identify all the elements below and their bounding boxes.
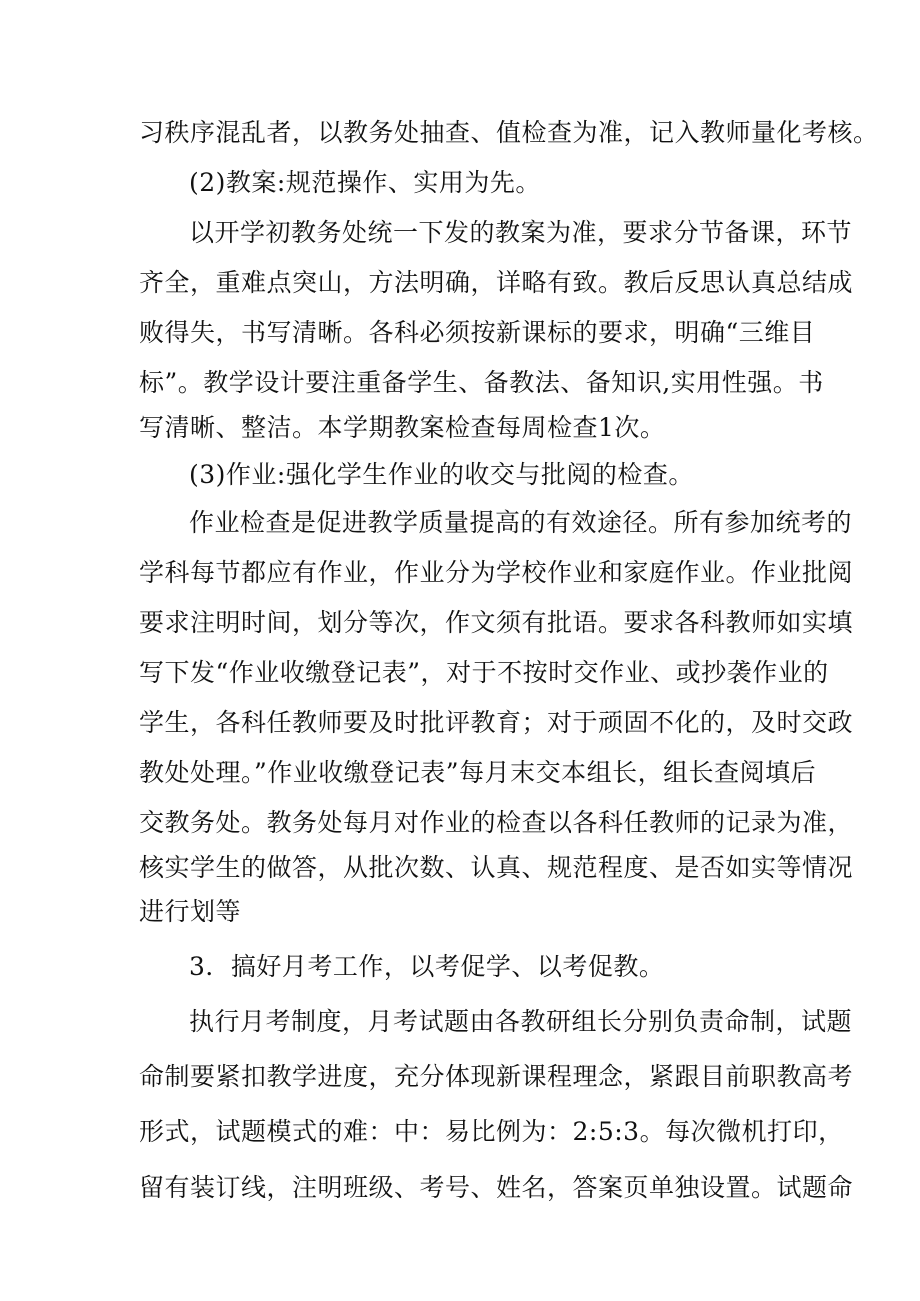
text-line-17: 进行划等 — [139, 897, 242, 926]
section-heading-monthly-exam: 3．搞好月考工作，以考促学、以考促教。 — [189, 952, 665, 981]
text-line-13: 学生，各科任教师要及时批评教育；对于顽固不化的，及时交政 — [139, 708, 854, 737]
text-line-20: 命制要紧扣教学进度，充分体现新课程理念，紧跟目前职教高考 — [139, 1062, 854, 1091]
text-line-16: 核实学生的做答，从批次数、认真、规范程度、是否如实等情况 — [139, 853, 854, 882]
section-heading-lesson-plan: (2)教案:规范操作、实用为先。 — [189, 168, 541, 197]
text-line-6: 标”。教学设计要注重备学生、备教法、备知识,实用性强。书 — [139, 368, 824, 397]
text-line-11: 要求注明时间，划分等次，作文须有批语。要求各科教师如实填 — [139, 608, 854, 637]
text-line-22: 留有装订线，注明班级、考号、姓名，答案页单独设置。试题命 — [139, 1173, 854, 1202]
text-line-10: 学科每节都应有作业，作业分为学校作业和家庭作业。作业批阅 — [139, 558, 854, 587]
text-line-19: 执行月考制度，月考试题由各教研组长分别负责命制，试题 — [189, 1007, 853, 1036]
text-line-12: 写下发“作业收缴登记表”，对于不按时交作业、或抄袭作业的 — [139, 658, 829, 687]
text-line-3: 以开学初教务处统一下发的教案为准，要求分节备课，环节 — [189, 218, 853, 247]
text-line-14: 教处处理。”作业收缴登记表”每月末交本组长，组长查阅填后 — [139, 758, 817, 787]
text-line-7: 写清晰、整洁。本学期教案检查每周检查1次。 — [139, 413, 666, 442]
text-line-5: 败得失，书写清晰。各科必须按新课标的要求，明确“三维目 — [139, 318, 816, 347]
text-line-1: 习秩序混乱者，以教务处抽查、值检查为准，记入教师量化考核。 — [139, 118, 879, 147]
text-line-21: 形式，试题模式的难：中：易比例为：2:5:3。每次微机打印， — [139, 1117, 844, 1146]
section-heading-homework: (3)作业:强化学生作业的收交与批阅的检查。 — [189, 460, 694, 489]
text-line-15: 交教务处。教务处每月对作业的检查以各科任教师的记录为准， — [139, 808, 854, 837]
text-line-4: 齐全，重难点突山，方法明确，详略有致。教后反思认真总结成 — [139, 268, 854, 297]
text-line-9: 作业检查是促进教学质量提高的有效途径。所有参加统考的 — [189, 508, 853, 537]
